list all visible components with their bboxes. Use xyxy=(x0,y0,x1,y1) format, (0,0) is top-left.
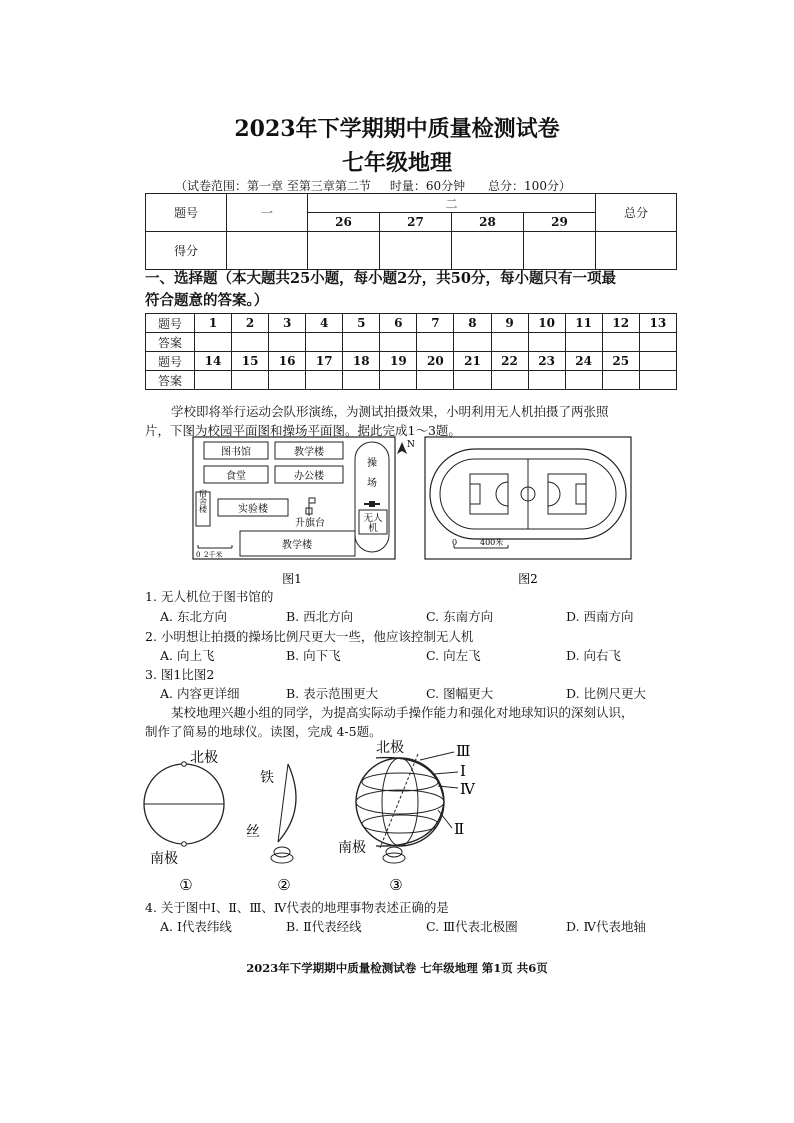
section-heading-line2: 符合题意的答案。） xyxy=(145,292,269,309)
north-arrow-icon xyxy=(397,442,407,454)
playground-map xyxy=(424,436,634,596)
question-number: 20 xyxy=(417,352,454,371)
drone-label-a: 无人 xyxy=(363,513,383,524)
court-right-key xyxy=(576,484,586,504)
globe3-north-label: 北极 xyxy=(376,740,404,756)
globe1-south-label: 南极 xyxy=(150,851,178,867)
passage-1-line2: 片，下图为校园平面图和操场平面图。据此完成1～3题。 xyxy=(145,423,461,438)
q3-option-d[interactable]: D. 比例尺更大 xyxy=(566,686,647,701)
section-heading-line1: 一、选择题（本大题共25小题，每小题2分，共50分，每小题只有一项最 xyxy=(145,270,616,287)
passage-1 xyxy=(145,402,685,440)
flag-icon xyxy=(306,498,315,516)
score-col-two: 二 xyxy=(308,194,596,213)
campus-map xyxy=(192,436,422,596)
answer-cell[interactable] xyxy=(454,371,491,390)
question-number: 22 xyxy=(491,352,528,371)
answer-cell[interactable] xyxy=(417,333,454,352)
answer-cell[interactable] xyxy=(306,371,343,390)
score-sub-28: 28 xyxy=(452,213,524,232)
drone-icon xyxy=(364,501,380,507)
answer-cell[interactable] xyxy=(417,371,454,390)
exam-subtitle: 七年级地理 xyxy=(341,150,452,176)
globe1-north-label: 北极 xyxy=(190,750,218,766)
drone-label-b: 机 xyxy=(368,523,378,534)
question-number: 12 xyxy=(602,314,639,333)
teaching-building-2-label: 教学楼 xyxy=(282,540,312,551)
globe3-parallel xyxy=(356,790,444,814)
score-sub-29: 29 xyxy=(524,213,596,232)
question-number: 5 xyxy=(343,314,380,333)
q3-option-a[interactable]: A. 内容更详细 xyxy=(160,686,240,701)
answer-cell[interactable] xyxy=(565,333,602,352)
court-left xyxy=(470,474,508,514)
answer-cell[interactable] xyxy=(565,371,602,390)
wire-label: 丝 xyxy=(246,824,260,840)
q1-option-a[interactable]: A. 东北方向 xyxy=(160,609,227,624)
scale-1-distance: 2千米 xyxy=(204,551,223,559)
playground-label-b: 场 xyxy=(367,478,377,489)
page-footer: 2023年下学期期中质量检测试卷 七年级地理 第1页 共6页 xyxy=(246,961,548,975)
label-ii: Ⅱ xyxy=(454,820,465,838)
fig2-caption: 图2 xyxy=(518,572,538,586)
question-number: 11 xyxy=(565,314,602,333)
question-number: 2 xyxy=(232,314,269,333)
question-number: 8 xyxy=(454,314,491,333)
scale-2-distance: 400米 xyxy=(480,538,504,547)
q3-option-c[interactable]: C. 图幅更大 xyxy=(426,686,494,701)
question-number: 7 xyxy=(417,314,454,333)
court-left-arc xyxy=(496,482,508,506)
globe3-parallel-3 xyxy=(362,815,438,833)
answer-label-num: 题号 xyxy=(146,314,195,333)
q1-option-d[interactable]: D. 西南方向 xyxy=(566,609,634,624)
score-cell[interactable] xyxy=(227,232,308,270)
score-sub-27: 27 xyxy=(380,213,452,232)
q4-stem: 4. 关于图中Ⅰ、Ⅱ、Ⅲ、Ⅳ代表的地理事物表述正确的是 xyxy=(145,900,449,915)
question-number: 15 xyxy=(232,352,269,371)
globe1-south-point xyxy=(182,842,187,847)
score-table xyxy=(145,193,677,270)
stand-3-base xyxy=(383,853,405,863)
office-label: 办公楼 xyxy=(294,471,324,482)
question-number: 21 xyxy=(454,352,491,371)
flag-label: 升旗台 xyxy=(295,518,325,529)
q2-option-d[interactable]: D. 向右飞 xyxy=(566,648,622,663)
scale-bar-1 xyxy=(198,545,232,548)
stand-3-top xyxy=(386,847,402,857)
dorm-label: 宿舍楼 xyxy=(198,489,208,513)
question-number: 1 xyxy=(195,314,232,333)
scale-2-zero: 0 xyxy=(452,538,458,547)
question-number: 23 xyxy=(528,352,565,371)
label-iii: Ⅲ xyxy=(456,742,471,760)
q2-option-b[interactable]: B. 向下飞 xyxy=(286,648,341,663)
answer-cell[interactable] xyxy=(195,333,232,352)
answer-cell[interactable] xyxy=(232,333,269,352)
q3-stem: 3. 图1比图2 xyxy=(145,667,215,682)
globe3-south-label: 南极 xyxy=(338,840,366,856)
answer-cell[interactable] xyxy=(454,333,491,352)
court-right-arc xyxy=(548,482,560,506)
q4-option-a[interactable]: A. Ⅰ代表纬线 xyxy=(160,919,232,934)
answer-label-ans: 答案 xyxy=(146,333,195,352)
answer-cell[interactable] xyxy=(380,333,417,352)
iron-label: 铁 xyxy=(260,770,274,786)
answer-cell[interactable] xyxy=(269,371,306,390)
label-iv: Ⅳ xyxy=(460,780,475,798)
passage-1-line1: 学校即将举行运动会队形演练，为测试拍摄效果，小明利用无人机拍摄了两张照 xyxy=(171,404,609,419)
passage-2 xyxy=(145,703,685,741)
answer-cell[interactable] xyxy=(639,333,676,352)
question-number: 19 xyxy=(380,352,417,371)
q1-option-c[interactable]: C. 东南方向 xyxy=(426,609,494,624)
q3-option-b[interactable]: B. 表示范围更大 xyxy=(286,686,379,701)
globe2-number: ② xyxy=(277,876,291,894)
lab-label: 实验楼 xyxy=(238,504,268,515)
answer-cell[interactable] xyxy=(195,371,232,390)
answer-cell[interactable] xyxy=(491,333,528,352)
library-label: 图书馆 xyxy=(221,447,251,458)
score-label-score: 得分 xyxy=(146,232,227,270)
passage-2-line2: 制作了简易的地球仪。读图，完成 4-5题。 xyxy=(145,724,382,739)
question-number xyxy=(639,352,676,371)
scale-1-zero: 0 xyxy=(196,551,201,559)
answer-cell[interactable] xyxy=(528,333,565,352)
court-right xyxy=(548,474,586,514)
answer-cell[interactable] xyxy=(306,333,343,352)
question-number: 10 xyxy=(528,314,565,333)
answer-cell[interactable] xyxy=(602,371,639,390)
playground-label-a: 操 xyxy=(367,458,377,469)
globe3-number: ③ xyxy=(389,876,403,894)
q2-option-c[interactable]: C. 向左飞 xyxy=(426,648,481,663)
q4-option-b[interactable]: B. Ⅱ代表经线 xyxy=(286,919,362,934)
question-number: 9 xyxy=(491,314,528,333)
answer-cell[interactable] xyxy=(269,333,306,352)
teaching-building-1-label: 教学楼 xyxy=(294,447,324,458)
question-number: 16 xyxy=(269,352,306,371)
fig1-caption: 图1 xyxy=(282,572,302,586)
leader-1 xyxy=(434,772,458,774)
answer-cell[interactable] xyxy=(232,371,269,390)
score-cell[interactable] xyxy=(308,232,380,270)
score-total: 总分 xyxy=(596,194,677,232)
q2-stem: 2. 小明想让拍摄的操场比例尺更大一些，他应该控制无人机 xyxy=(145,629,474,644)
section-heading xyxy=(145,268,685,312)
answer-cell[interactable] xyxy=(491,371,528,390)
score-cell[interactable] xyxy=(596,232,677,270)
question-number: 13 xyxy=(639,314,676,333)
north-label: N xyxy=(407,440,415,450)
score-label-num: 题号 xyxy=(146,194,227,232)
question-number: 17 xyxy=(306,352,343,371)
answer-cell[interactable] xyxy=(380,371,417,390)
exam-meta: （试卷范围：第一章 至第三章第二节 时量：60分钟 总分：100分） xyxy=(175,179,571,193)
q1-option-b[interactable]: B. 西北方向 xyxy=(286,609,354,624)
passage-2-line1: 某校地理兴趣小组的同学，为提高实际动手操作能力和强化对地球知识的深刻认识， xyxy=(171,705,634,720)
globe-figures xyxy=(138,738,498,898)
q4-option-c[interactable]: C. Ⅲ代表北极圈 xyxy=(426,919,518,934)
score-cell[interactable] xyxy=(452,232,524,270)
answer-label-num: 题号 xyxy=(146,352,195,371)
score-col-one: 一 xyxy=(227,194,308,232)
leader-3 xyxy=(420,752,454,760)
globe3-parallel-2 xyxy=(362,773,438,791)
q1-stem: 1. 无人机位于图书馆的 xyxy=(145,589,274,604)
stand-2-top xyxy=(274,847,290,857)
answer-cell[interactable] xyxy=(528,371,565,390)
score-sub-26: 26 xyxy=(308,213,380,232)
answer-cell[interactable] xyxy=(639,371,676,390)
question-number: 25 xyxy=(602,352,639,371)
answer-cell[interactable] xyxy=(602,333,639,352)
question-number: 6 xyxy=(380,314,417,333)
question-number: 3 xyxy=(269,314,306,333)
question-number: 24 xyxy=(565,352,602,371)
answer-label-ans: 答案 xyxy=(146,371,195,390)
answer-table xyxy=(145,313,677,390)
answer-cell[interactable] xyxy=(343,371,380,390)
question-number: 18 xyxy=(343,352,380,371)
answer-cell[interactable] xyxy=(343,333,380,352)
globe1-north-point xyxy=(182,762,187,767)
q4-option-d[interactable]: D. Ⅳ代表地轴 xyxy=(566,919,647,934)
court-left-key xyxy=(470,484,480,504)
stand-2-base xyxy=(271,853,293,863)
label-i: Ⅰ xyxy=(460,762,466,780)
q2-option-a[interactable]: A. 向上飞 xyxy=(160,648,215,663)
question-number: 14 xyxy=(195,352,232,371)
globe1-number: ① xyxy=(179,876,193,894)
exam-title: 2023年下学期期中质量检测试卷 xyxy=(234,116,560,142)
question-number: 4 xyxy=(306,314,343,333)
canteen-label: 食堂 xyxy=(226,471,246,482)
score-cell[interactable] xyxy=(380,232,452,270)
score-cell[interactable] xyxy=(524,232,596,270)
